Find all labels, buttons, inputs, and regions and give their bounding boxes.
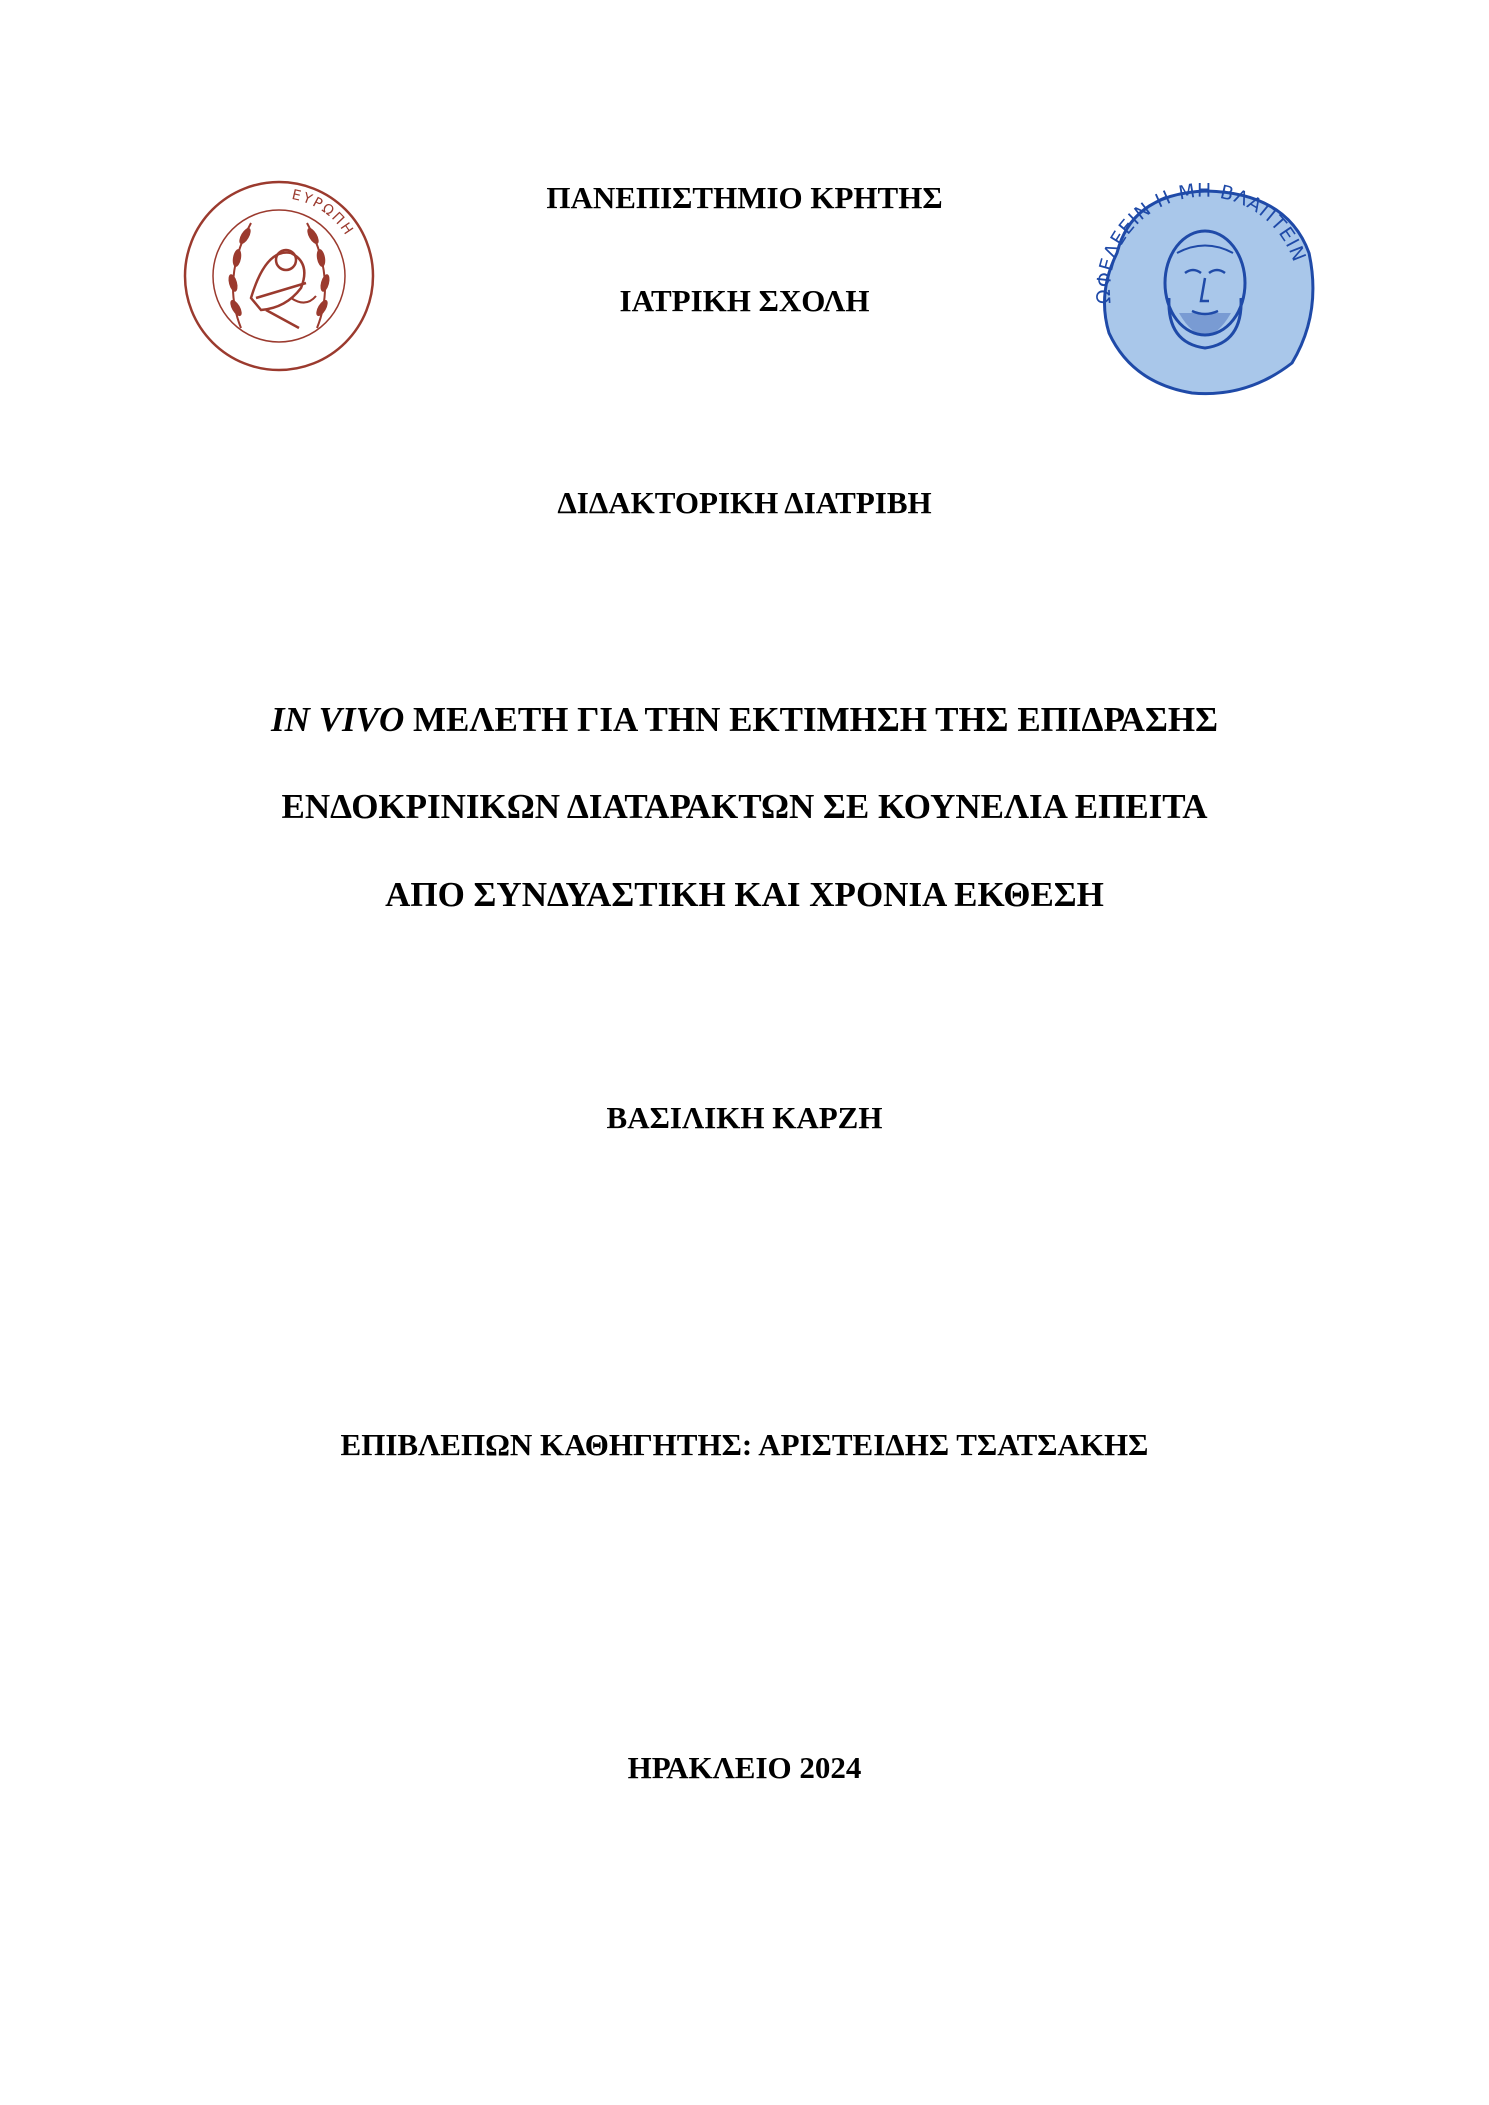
right-seal-text: ΩΦΕΛΕΕΙΝ Η ΜΗ ΒΛΑΠΤΕΙΝ bbox=[1092, 183, 1311, 305]
title-line-1-text: ΜΕΛΕΤΗ ΓΙΑ ΤΗΝ ΕΚΤΙΜΗΣΗ ΤΗΣ ΕΠΙΔΡΑΣΗΣ bbox=[404, 700, 1218, 739]
school-name: ΙΑΤΡΙΚΗ ΣΧΟΛΗ bbox=[619, 283, 870, 318]
place-year: ΗΡΑΚΛΕΙΟ 2024 bbox=[627, 1750, 862, 1785]
thesis-title-line-3: ΑΠΟ ΣΥΝΔΥΑΣΤΙΚΗ ΚΑΙ ΧΡΟΝΙΑ ΕΚΘΕΣΗ bbox=[385, 875, 1104, 914]
author-name: ΒΑΣΙΛΙΚΗ ΚΑΡΖΗ bbox=[606, 1100, 883, 1135]
supervisor-line: ΕΠΙΒΛΕΠΩΝ ΚΑΘΗΓΗΤΗΣ: ΑΡΙΣΤΕΙΔΗΣ ΤΣΑΤΣΑΚΗΣ bbox=[340, 1427, 1149, 1462]
left-seal-text: ΕΥΡΩΠΗ bbox=[290, 187, 357, 240]
university-name: ΠΑΝΕΠΙΣΤΗΜΙΟ ΚΡΗΤΗΣ bbox=[546, 180, 943, 215]
title-italic-prefix: IN VIVO bbox=[271, 700, 405, 739]
thesis-title-line-1 bbox=[0, 700, 1489, 740]
thesis-title-line-2: ΕΝΔΟΚΡΙΝΙΚΩΝ ΔΙΑΤΑΡΑΚΤΩΝ ΣΕ ΚΟΥΝΕΛΙΑ ΕΠΕΙΤΑ bbox=[281, 787, 1208, 826]
document-type: ΔΙΔΑΚΤΟΡΙΚΗ ΔΙΑΤΡΙΒΗ bbox=[557, 485, 932, 520]
